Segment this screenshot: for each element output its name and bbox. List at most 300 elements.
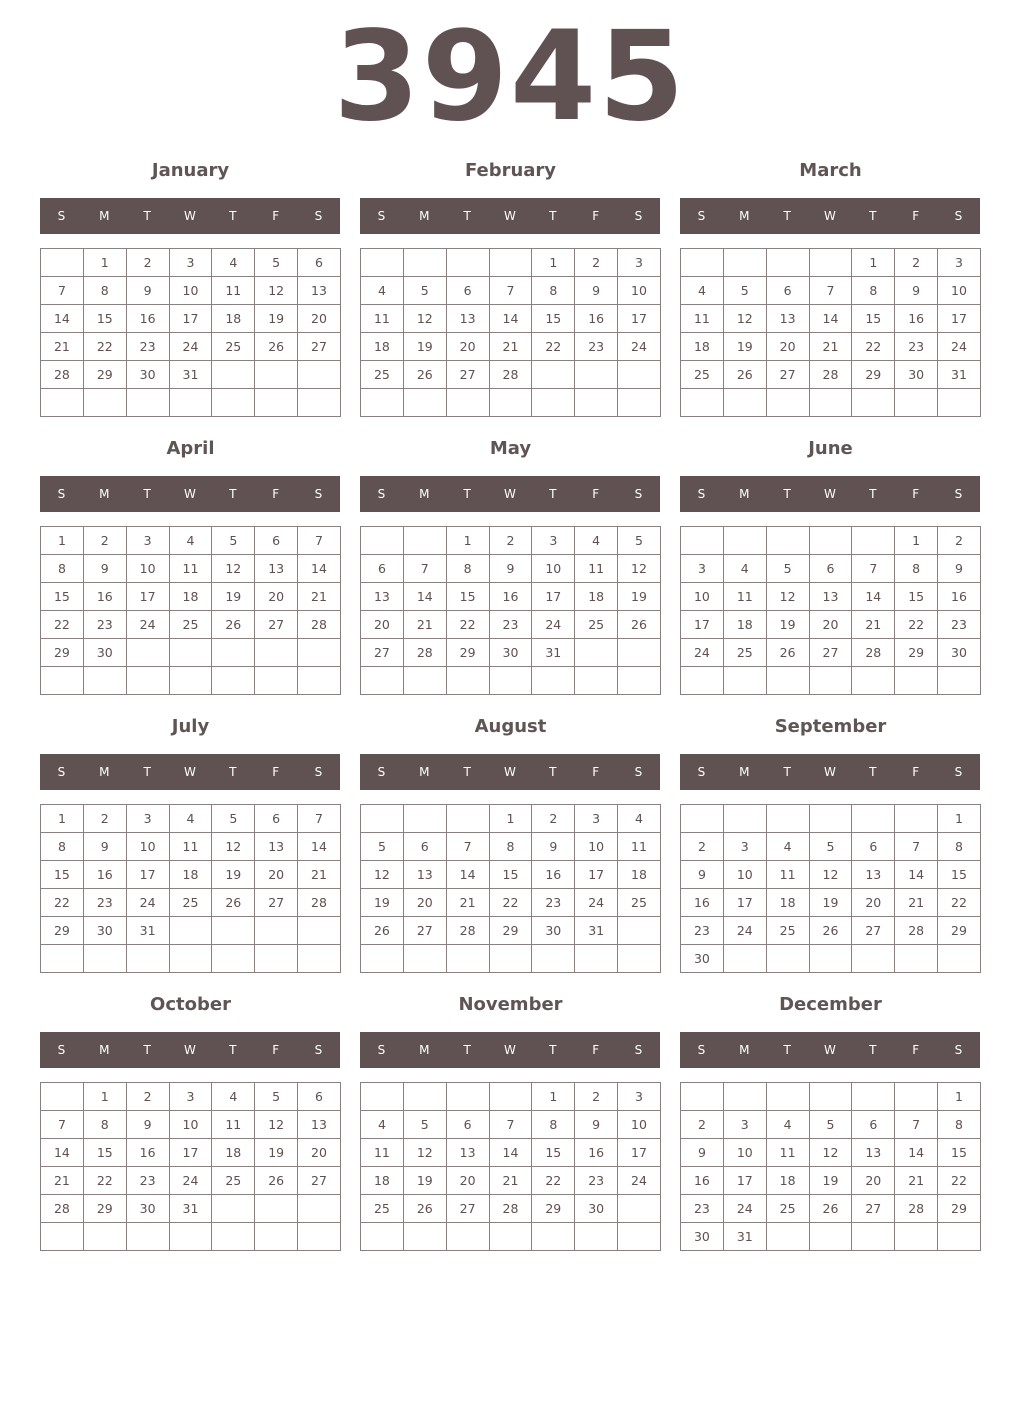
day-cell: 28 [895, 917, 938, 945]
day-cell: 4 [212, 249, 255, 277]
day-cell: 22 [938, 889, 981, 917]
day-cell: 28 [404, 639, 447, 667]
day-cell: 8 [532, 277, 575, 305]
day-cell: 30 [490, 639, 533, 667]
day-cell: 10 [618, 277, 661, 305]
day-cell: 20 [852, 889, 895, 917]
month-title: September [774, 716, 887, 737]
day-cell: 7 [490, 277, 533, 305]
day-cell: 15 [532, 305, 575, 333]
empty-cell [361, 249, 404, 277]
day-cell: 27 [767, 361, 810, 389]
weekday-label: S [634, 487, 643, 501]
day-cell: 19 [255, 1139, 298, 1167]
empty-cell [575, 389, 618, 417]
day-cell: 6 [810, 555, 853, 583]
weekday-header [40, 476, 340, 512]
day-cell: 13 [852, 1139, 895, 1167]
day-cell: 1 [41, 527, 84, 555]
day-cell: 19 [361, 889, 404, 917]
day-cell: 11 [618, 833, 661, 861]
empty-cell [255, 639, 298, 667]
day-cell: 9 [490, 555, 533, 583]
empty-cell [681, 667, 724, 695]
weekday-label: T [463, 487, 471, 501]
day-cell: 11 [681, 305, 724, 333]
day-cell: 14 [41, 305, 84, 333]
weekday-label: F [912, 209, 920, 223]
month-title: November [458, 994, 563, 1015]
day-cell: 7 [404, 555, 447, 583]
day-cell: 22 [41, 889, 84, 917]
day-cell: 15 [938, 861, 981, 889]
day-cell: 20 [298, 305, 341, 333]
weekday-label: T [783, 765, 791, 779]
day-cell: 23 [681, 1195, 724, 1223]
day-cell: 10 [127, 833, 170, 861]
day-cell: 2 [575, 249, 618, 277]
weekday-label: S [377, 487, 386, 501]
day-cell: 10 [724, 861, 767, 889]
day-cell: 30 [938, 639, 981, 667]
day-cell: 16 [127, 1139, 170, 1167]
empty-cell [490, 389, 533, 417]
day-cell: 23 [938, 611, 981, 639]
weekday-label: S [57, 487, 66, 501]
day-cell: 3 [170, 249, 213, 277]
day-cell: 16 [532, 861, 575, 889]
month-title: October [150, 994, 231, 1015]
day-cell: 19 [810, 889, 853, 917]
empty-cell [724, 1083, 767, 1111]
day-cell: 7 [852, 555, 895, 583]
calendar-year: 3945 [333, 5, 687, 149]
empty-cell [447, 945, 490, 973]
weekday-label: W [184, 765, 196, 779]
day-cell: 30 [681, 1223, 724, 1251]
day-cell: 17 [724, 889, 767, 917]
weekday-label: T [229, 765, 237, 779]
day-cell: 14 [895, 861, 938, 889]
day-cell: 14 [852, 583, 895, 611]
day-cell: 18 [361, 333, 404, 361]
empty-cell [618, 389, 661, 417]
weekday-label: M [419, 209, 430, 223]
empty-cell [404, 667, 447, 695]
day-cell: 27 [810, 639, 853, 667]
day-cell: 24 [170, 1167, 213, 1195]
day-cell: 24 [127, 611, 170, 639]
empty-cell [361, 667, 404, 695]
day-cell: 31 [575, 917, 618, 945]
day-cell: 9 [127, 1111, 170, 1139]
day-cell: 9 [532, 833, 575, 861]
day-cell: 21 [895, 889, 938, 917]
weekday-label: S [697, 487, 706, 501]
empty-cell [767, 805, 810, 833]
day-cell: 6 [255, 527, 298, 555]
empty-cell [810, 389, 853, 417]
day-cell: 10 [170, 1111, 213, 1139]
day-cell: 8 [41, 555, 84, 583]
day-cell: 16 [84, 861, 127, 889]
empty-cell [618, 945, 661, 973]
day-cell: 15 [852, 305, 895, 333]
day-cell: 19 [404, 1167, 447, 1195]
day-cell: 6 [767, 277, 810, 305]
day-cell: 9 [938, 555, 981, 583]
empty-cell [404, 805, 447, 833]
day-cell: 4 [170, 527, 213, 555]
weekday-label: M [739, 487, 750, 501]
day-cell: 24 [170, 333, 213, 361]
day-cell: 30 [127, 361, 170, 389]
day-cell: 5 [212, 805, 255, 833]
empty-cell [767, 945, 810, 973]
day-cell: 1 [852, 249, 895, 277]
weekday-label: S [314, 487, 323, 501]
empty-cell [852, 805, 895, 833]
day-cell: 12 [767, 583, 810, 611]
day-cell: 20 [447, 1167, 490, 1195]
weekday-label: F [592, 487, 600, 501]
day-cell: 17 [170, 305, 213, 333]
day-cell: 15 [84, 1139, 127, 1167]
day-cell: 16 [575, 305, 618, 333]
weekday-header [360, 754, 660, 790]
empty-cell [681, 805, 724, 833]
empty-cell [532, 1223, 575, 1251]
empty-cell [127, 389, 170, 417]
day-cell: 21 [810, 333, 853, 361]
empty-cell [895, 389, 938, 417]
empty-cell [852, 389, 895, 417]
day-cell: 30 [575, 1195, 618, 1223]
day-cell: 10 [127, 555, 170, 583]
month-title: March [799, 160, 862, 181]
weekday-label: S [954, 209, 963, 223]
empty-cell [810, 249, 853, 277]
day-cell: 25 [575, 611, 618, 639]
weekday-header [40, 754, 340, 790]
day-cell: 5 [618, 527, 661, 555]
day-cell: 25 [361, 361, 404, 389]
day-cell: 6 [255, 805, 298, 833]
day-cell: 4 [575, 527, 618, 555]
day-cell: 12 [810, 861, 853, 889]
day-cell: 5 [767, 555, 810, 583]
weekday-label: T [463, 765, 471, 779]
day-cell: 19 [810, 1167, 853, 1195]
empty-cell [84, 667, 127, 695]
day-cell: 13 [404, 861, 447, 889]
empty-cell [212, 917, 255, 945]
weekday-label: W [504, 765, 516, 779]
day-cell: 13 [852, 861, 895, 889]
day-cell: 13 [298, 277, 341, 305]
empty-cell [618, 1223, 661, 1251]
day-cell: 20 [255, 861, 298, 889]
empty-cell [212, 389, 255, 417]
weekday-label: W [824, 487, 836, 501]
weekday-label: S [314, 1043, 323, 1057]
day-cell: 5 [724, 277, 767, 305]
day-cell: 14 [404, 583, 447, 611]
weekday-label: S [954, 487, 963, 501]
day-cell: 19 [404, 333, 447, 361]
day-cell: 4 [767, 833, 810, 861]
day-cell: 11 [170, 555, 213, 583]
day-cell: 28 [490, 1195, 533, 1223]
day-cell: 7 [810, 277, 853, 305]
day-cell: 6 [447, 1111, 490, 1139]
empty-cell [852, 1083, 895, 1111]
month-title: April [166, 438, 215, 459]
day-cell: 20 [255, 583, 298, 611]
day-cell: 24 [724, 1195, 767, 1223]
day-cell: 20 [447, 333, 490, 361]
day-cell: 25 [212, 333, 255, 361]
day-cell: 22 [532, 333, 575, 361]
empty-cell [255, 945, 298, 973]
empty-cell [490, 1083, 533, 1111]
day-cell: 16 [127, 305, 170, 333]
empty-cell [255, 389, 298, 417]
empty-cell [895, 667, 938, 695]
day-cell: 9 [575, 277, 618, 305]
day-cell: 21 [41, 333, 84, 361]
day-cell: 4 [170, 805, 213, 833]
day-cell: 18 [767, 1167, 810, 1195]
empty-cell [212, 1223, 255, 1251]
weekday-header [360, 1032, 660, 1068]
empty-cell [404, 1223, 447, 1251]
day-cell: 9 [84, 555, 127, 583]
empty-cell [575, 1223, 618, 1251]
day-cell: 2 [575, 1083, 618, 1111]
day-cell: 6 [447, 277, 490, 305]
day-grid [40, 248, 341, 417]
day-cell: 25 [170, 889, 213, 917]
empty-cell [84, 1223, 127, 1251]
day-cell: 30 [84, 917, 127, 945]
weekday-label: M [99, 487, 110, 501]
empty-cell [41, 945, 84, 973]
empty-cell [490, 945, 533, 973]
day-cell: 12 [724, 305, 767, 333]
day-cell: 11 [170, 833, 213, 861]
day-cell: 17 [532, 583, 575, 611]
day-cell: 2 [127, 249, 170, 277]
empty-cell [532, 667, 575, 695]
empty-cell [41, 1223, 84, 1251]
day-cell: 6 [298, 1083, 341, 1111]
day-cell: 13 [298, 1111, 341, 1139]
day-cell: 26 [724, 361, 767, 389]
empty-cell [810, 1223, 853, 1251]
day-cell: 10 [575, 833, 618, 861]
empty-cell [170, 667, 213, 695]
day-cell: 19 [212, 583, 255, 611]
empty-cell [618, 667, 661, 695]
day-cell: 15 [490, 861, 533, 889]
day-cell: 17 [618, 1139, 661, 1167]
day-cell: 11 [212, 1111, 255, 1139]
empty-cell [361, 389, 404, 417]
empty-cell [767, 389, 810, 417]
weekday-label: W [824, 1043, 836, 1057]
day-cell: 5 [361, 833, 404, 861]
day-cell: 23 [127, 333, 170, 361]
empty-cell [447, 667, 490, 695]
day-cell: 31 [127, 917, 170, 945]
day-cell: 21 [490, 333, 533, 361]
empty-cell [618, 639, 661, 667]
empty-cell [447, 1223, 490, 1251]
weekday-label: F [912, 765, 920, 779]
day-cell: 29 [41, 917, 84, 945]
empty-cell [41, 1083, 84, 1111]
day-cell: 8 [84, 277, 127, 305]
day-cell: 2 [127, 1083, 170, 1111]
weekday-label: M [739, 1043, 750, 1057]
weekday-label: S [57, 765, 66, 779]
day-cell: 29 [41, 639, 84, 667]
empty-cell [361, 945, 404, 973]
day-cell: 4 [724, 555, 767, 583]
weekday-label: S [697, 765, 706, 779]
day-cell: 23 [127, 1167, 170, 1195]
empty-cell [255, 361, 298, 389]
day-cell: 23 [575, 1167, 618, 1195]
empty-cell [895, 1083, 938, 1111]
day-cell: 22 [41, 611, 84, 639]
day-cell: 24 [532, 611, 575, 639]
day-cell: 22 [895, 611, 938, 639]
day-cell: 15 [447, 583, 490, 611]
day-cell: 30 [895, 361, 938, 389]
empty-cell [938, 945, 981, 973]
empty-cell [361, 1223, 404, 1251]
weekday-label: F [272, 1043, 280, 1057]
day-cell: 23 [490, 611, 533, 639]
day-cell: 6 [361, 555, 404, 583]
day-cell: 21 [895, 1167, 938, 1195]
weekday-label: M [419, 1043, 430, 1057]
day-cell: 16 [84, 583, 127, 611]
weekday-label: S [314, 209, 323, 223]
empty-cell [404, 249, 447, 277]
day-cell: 29 [938, 1195, 981, 1223]
day-cell: 16 [575, 1139, 618, 1167]
day-cell: 17 [127, 861, 170, 889]
day-cell: 4 [361, 277, 404, 305]
day-cell: 18 [170, 861, 213, 889]
day-cell: 24 [724, 917, 767, 945]
empty-cell [170, 945, 213, 973]
day-cell: 1 [938, 1083, 981, 1111]
day-cell: 6 [298, 249, 341, 277]
day-cell: 3 [127, 805, 170, 833]
day-cell: 17 [724, 1167, 767, 1195]
day-cell: 26 [404, 361, 447, 389]
day-cell: 16 [895, 305, 938, 333]
empty-cell [618, 361, 661, 389]
empty-cell [938, 389, 981, 417]
weekday-label: T [143, 209, 151, 223]
empty-cell [575, 945, 618, 973]
weekday-label: S [634, 209, 643, 223]
day-cell: 26 [810, 1195, 853, 1223]
day-cell: 10 [724, 1139, 767, 1167]
weekday-label: T [229, 487, 237, 501]
day-cell: 20 [852, 1167, 895, 1195]
weekday-label: W [504, 487, 516, 501]
empty-cell [170, 389, 213, 417]
weekday-label: F [912, 487, 920, 501]
day-grid [40, 526, 341, 695]
day-cell: 25 [212, 1167, 255, 1195]
day-cell: 24 [127, 889, 170, 917]
day-cell: 4 [681, 277, 724, 305]
empty-cell [255, 1195, 298, 1223]
day-cell: 26 [212, 889, 255, 917]
empty-cell [404, 527, 447, 555]
day-cell: 22 [84, 333, 127, 361]
empty-cell [575, 361, 618, 389]
day-cell: 26 [255, 1167, 298, 1195]
day-cell: 27 [852, 1195, 895, 1223]
day-cell: 22 [938, 1167, 981, 1195]
day-cell: 17 [618, 305, 661, 333]
empty-cell [532, 361, 575, 389]
empty-cell [724, 667, 767, 695]
day-cell: 9 [84, 833, 127, 861]
weekday-label: F [272, 487, 280, 501]
empty-cell [255, 667, 298, 695]
weekday-label: T [869, 209, 877, 223]
day-cell: 11 [575, 555, 618, 583]
day-cell: 1 [532, 1083, 575, 1111]
weekday-label: W [504, 1043, 516, 1057]
empty-cell [170, 917, 213, 945]
day-cell: 7 [895, 833, 938, 861]
day-cell: 1 [447, 527, 490, 555]
day-cell: 21 [490, 1167, 533, 1195]
day-cell: 18 [618, 861, 661, 889]
weekday-label: S [377, 1043, 386, 1057]
day-cell: 3 [938, 249, 981, 277]
day-cell: 14 [447, 861, 490, 889]
weekday-label: W [184, 209, 196, 223]
day-cell: 2 [532, 805, 575, 833]
empty-cell [255, 917, 298, 945]
empty-cell [447, 1083, 490, 1111]
empty-cell [681, 527, 724, 555]
day-cell: 29 [490, 917, 533, 945]
day-cell: 18 [724, 611, 767, 639]
day-cell: 13 [447, 1139, 490, 1167]
day-cell: 7 [298, 527, 341, 555]
day-cell: 30 [532, 917, 575, 945]
day-cell: 8 [84, 1111, 127, 1139]
day-cell: 4 [618, 805, 661, 833]
empty-cell [490, 1223, 533, 1251]
weekday-label: M [99, 209, 110, 223]
day-cell: 14 [490, 305, 533, 333]
day-cell: 23 [532, 889, 575, 917]
day-cell: 13 [255, 555, 298, 583]
